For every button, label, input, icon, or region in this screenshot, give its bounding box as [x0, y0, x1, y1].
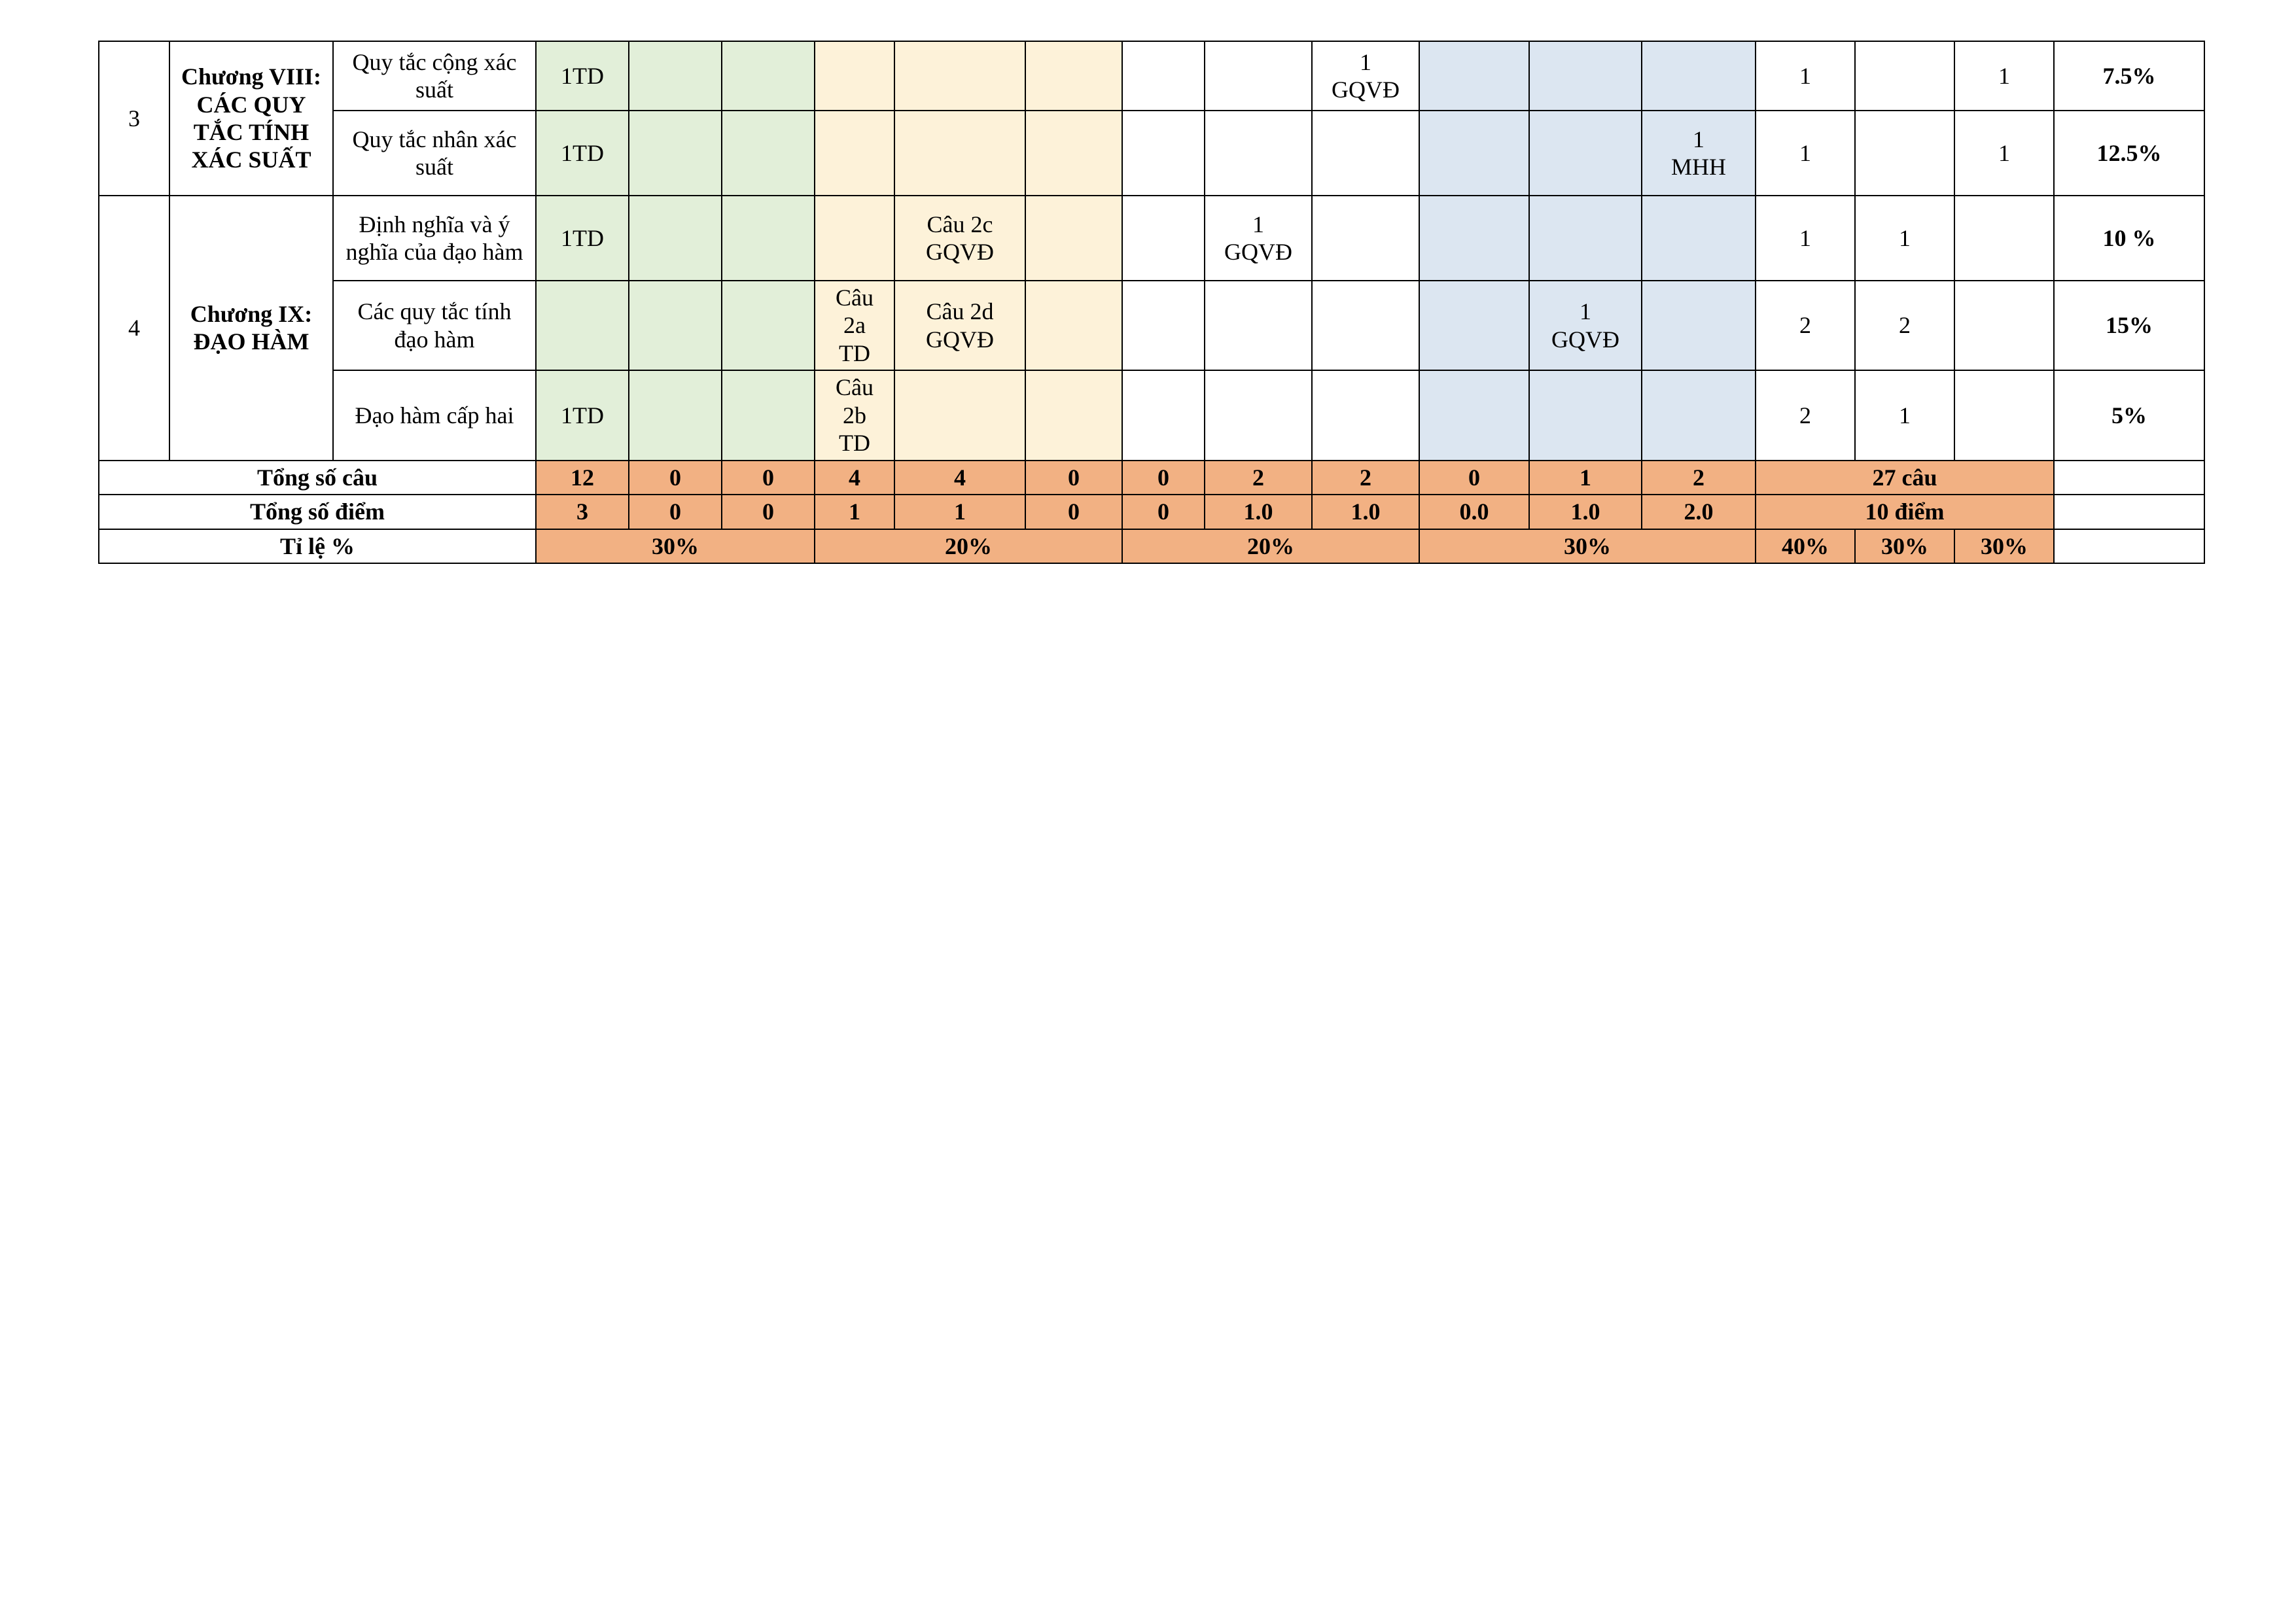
topic-name: Định nghĩa và ý nghĩa của đạo hàm	[333, 196, 536, 281]
total-questions-9: 2	[1312, 461, 1419, 495]
total-questions-4: 4	[815, 461, 894, 495]
cell-vdc-tn	[1419, 41, 1529, 111]
cell-total-2: 1	[1855, 196, 1954, 281]
cell-th-tn: Câu 2a TD	[815, 281, 894, 370]
total-points-2: 0	[629, 495, 722, 529]
row-index: 4	[99, 196, 169, 461]
total-questions-10: 0	[1419, 461, 1529, 495]
cell-th-tln	[1025, 41, 1122, 111]
summary-empty-cell	[2054, 529, 2204, 563]
total-points-6: 0	[1025, 495, 1122, 529]
total-points-12: 2.0	[1642, 495, 1756, 529]
cell-th-dsai	[894, 370, 1025, 460]
cell-th-tln	[1025, 196, 1122, 281]
cell-total-2: 1	[1855, 370, 1954, 460]
chapter-name: Chương IX: ĐẠO HÀM	[169, 196, 333, 461]
total-questions-label: Tổng số câu	[99, 461, 536, 495]
ratio-tail-2: 30%	[1855, 529, 1954, 563]
total-questions-2: 0	[629, 461, 722, 495]
ratio-tail-3: 30%	[1954, 529, 2054, 563]
total-points-4: 1	[815, 495, 894, 529]
cell-vd-dsai	[1205, 41, 1312, 111]
summary-row-total-questions	[99, 461, 2204, 495]
table-row	[99, 281, 2204, 370]
row-percent: 12.5%	[2054, 111, 2204, 196]
total-questions-1: 12	[536, 461, 629, 495]
cell-total-2	[1855, 41, 1954, 111]
row-percent: 7.5%	[2054, 41, 2204, 111]
row-percent: 5%	[2054, 370, 2204, 460]
cell-nb-tln	[722, 281, 815, 370]
total-points-5: 1	[894, 495, 1025, 529]
cell-th-tln	[1025, 281, 1122, 370]
total-points-9: 1.0	[1312, 495, 1419, 529]
cell-vd-tln	[1312, 111, 1419, 196]
cell-nb-tln	[722, 41, 815, 111]
cell-th-dsai: Câu 2d GQVĐ	[894, 281, 1025, 370]
cell-total-3	[1954, 370, 2054, 460]
cell-vdc-dsai	[1529, 370, 1642, 460]
summary-row-total-points	[99, 495, 2204, 529]
cell-vd-tn	[1122, 41, 1205, 111]
cell-vdc-dsai	[1529, 41, 1642, 111]
cell-vd-dsai	[1205, 370, 1312, 460]
cell-vd-dsai	[1205, 281, 1312, 370]
cell-nb-tn: 1TD	[536, 111, 629, 196]
total-points-tail: 10 điểm	[1756, 495, 2054, 529]
topic-name: Quy tắc cộng xác suất	[333, 41, 536, 111]
cell-vdc-tln	[1642, 41, 1756, 111]
cell-th-dsai	[894, 41, 1025, 111]
cell-total-3: 1	[1954, 111, 2054, 196]
cell-nb-tln	[722, 370, 815, 460]
cell-vd-tn	[1122, 281, 1205, 370]
cell-vdc-tn	[1419, 111, 1529, 196]
cell-vdc-tln	[1642, 370, 1756, 460]
row-percent: 10 %	[2054, 196, 2204, 281]
total-points-7: 0	[1122, 495, 1205, 529]
cell-nb-dsai	[629, 41, 722, 111]
total-questions-5: 4	[894, 461, 1025, 495]
cell-vd-tln	[1312, 370, 1419, 460]
cell-vdc-dsai: 1 GQVĐ	[1529, 281, 1642, 370]
summary-row-ratio	[99, 529, 2204, 563]
cell-vdc-tln	[1642, 196, 1756, 281]
table-row	[99, 196, 2204, 281]
cell-vdc-dsai	[1529, 111, 1642, 196]
cell-th-dsai: Câu 2c GQVĐ	[894, 196, 1025, 281]
cell-th-tln	[1025, 111, 1122, 196]
cell-th-tn	[815, 111, 894, 196]
cell-vdc-tn	[1419, 196, 1529, 281]
cell-th-tln	[1025, 370, 1122, 460]
topic-name: Đạo hàm cấp hai	[333, 370, 536, 460]
cell-total-1: 2	[1756, 281, 1855, 370]
cell-th-tn	[815, 41, 894, 111]
cell-total-2	[1855, 111, 1954, 196]
cell-total-3: 1	[1954, 41, 2054, 111]
ratio-tail-1: 40%	[1756, 529, 1855, 563]
cell-th-tn	[815, 196, 894, 281]
cell-vd-tn	[1122, 370, 1205, 460]
total-questions-7: 0	[1122, 461, 1205, 495]
cell-vd-tln: 1 GQVĐ	[1312, 41, 1419, 111]
ratio-group-1: 30%	[536, 529, 815, 563]
cell-nb-tn	[536, 281, 629, 370]
topic-name: Quy tắc nhân xác suất	[333, 111, 536, 196]
total-questions-12: 2	[1642, 461, 1756, 495]
cell-vdc-tn	[1419, 370, 1529, 460]
cell-vdc-dsai	[1529, 196, 1642, 281]
cell-vd-dsai: 1 GQVĐ	[1205, 196, 1312, 281]
cell-total-3	[1954, 196, 2054, 281]
total-points-3: 0	[722, 495, 815, 529]
total-points-8: 1.0	[1205, 495, 1312, 529]
cell-vd-dsai	[1205, 111, 1312, 196]
total-questions-11: 1	[1529, 461, 1642, 495]
row-index: 3	[99, 41, 169, 196]
table-row	[99, 41, 2204, 111]
total-points-10: 0.0	[1419, 495, 1529, 529]
cell-total-2: 2	[1855, 281, 1954, 370]
summary-empty-cell	[2054, 495, 2204, 529]
cell-vd-tln	[1312, 196, 1419, 281]
cell-total-1: 2	[1756, 370, 1855, 460]
cell-nb-dsai	[629, 370, 722, 460]
table-row	[99, 111, 2204, 196]
topic-name: Các quy tắc tính đạo hàm	[333, 281, 536, 370]
cell-vd-tn	[1122, 196, 1205, 281]
cell-nb-tln	[722, 196, 815, 281]
ratio-label: Tỉ lệ %	[99, 529, 536, 563]
ratio-group-3: 20%	[1122, 529, 1419, 563]
ratio-group-2: 20%	[815, 529, 1122, 563]
total-questions-8: 2	[1205, 461, 1312, 495]
chapter-name: Chương VIII: CÁC QUY TẮC TÍNH XÁC SUẤT	[169, 41, 333, 196]
total-points-1: 3	[536, 495, 629, 529]
cell-vd-tln	[1312, 281, 1419, 370]
total-questions-tail: 27 câu	[1756, 461, 2054, 495]
cell-th-dsai	[894, 111, 1025, 196]
cell-nb-tn: 1TD	[536, 370, 629, 460]
ratio-group-4: 30%	[1419, 529, 1756, 563]
cell-vdc-tn	[1419, 281, 1529, 370]
cell-nb-dsai	[629, 281, 722, 370]
cell-total-1: 1	[1756, 111, 1855, 196]
cell-nb-tn: 1TD	[536, 41, 629, 111]
total-questions-6: 0	[1025, 461, 1122, 495]
cell-total-3	[1954, 281, 2054, 370]
total-questions-3: 0	[722, 461, 815, 495]
total-points-11: 1.0	[1529, 495, 1642, 529]
row-percent: 15%	[2054, 281, 2204, 370]
cell-total-1: 1	[1756, 196, 1855, 281]
cell-vd-tn	[1122, 111, 1205, 196]
cell-vdc-tln: 1 MHH	[1642, 111, 1756, 196]
cell-th-tn: Câu 2b TD	[815, 370, 894, 460]
cell-vdc-tln	[1642, 281, 1756, 370]
cell-nb-dsai	[629, 196, 722, 281]
table-row	[99, 370, 2204, 460]
cell-total-1: 1	[1756, 41, 1855, 111]
summary-empty-cell	[2054, 461, 2204, 495]
cell-nb-dsai	[629, 111, 722, 196]
total-points-label: Tổng số điểm	[99, 495, 536, 529]
cell-nb-tn: 1TD	[536, 196, 629, 281]
cell-nb-tln	[722, 111, 815, 196]
exam-matrix-table	[98, 41, 2205, 564]
